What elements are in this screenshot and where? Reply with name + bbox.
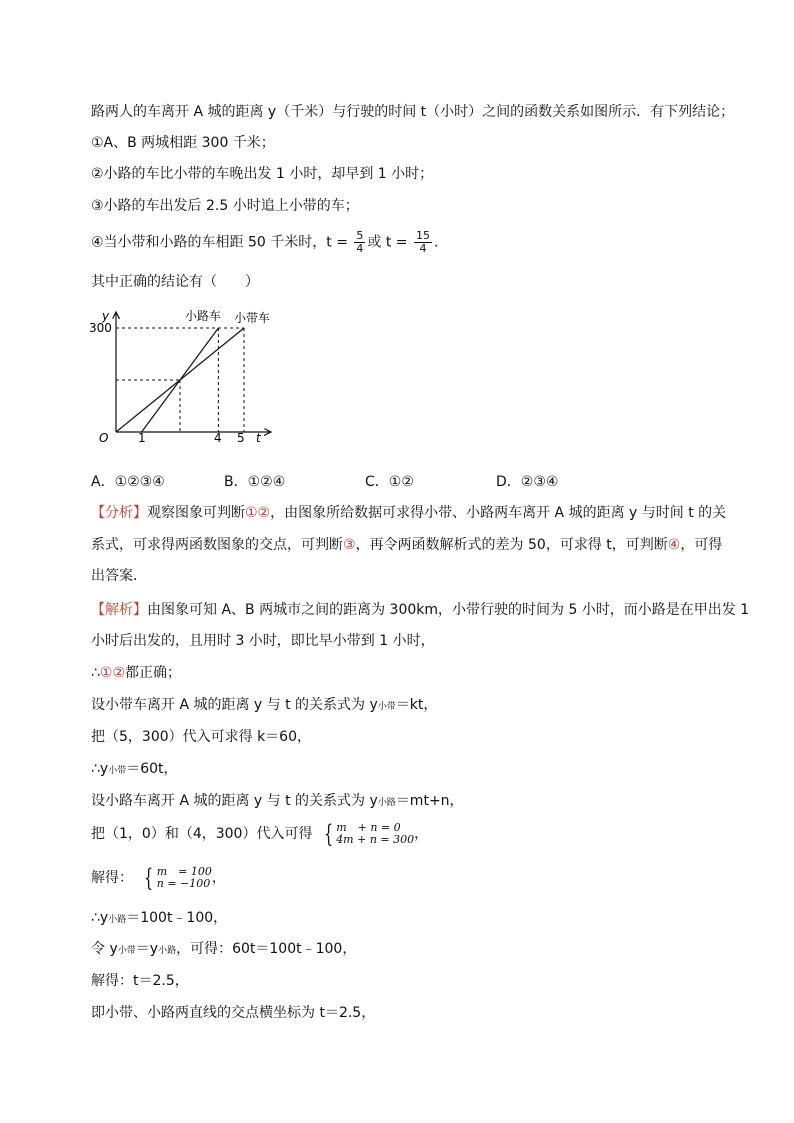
- solution-text: ，可得：60t＝100t﹣100，: [176, 941, 357, 957]
- solution-text: ＝60t，: [126, 761, 178, 777]
- solution-line-11: [91, 939, 356, 961]
- solution-text: ，: [414, 826, 429, 842]
- analysis-text: ，由图象所给数据可求得小带、小路两车离开 A 城的距离 y 与时间 t 的关: [270, 505, 727, 521]
- analysis-line-3: 出答案．: [91, 568, 147, 584]
- x-tick-5: 5: [237, 431, 245, 445]
- solution-line-9: [91, 866, 226, 890]
- statement-2: ②小路的车比小带的车晚出发 1 小时，却早到 1 小时；: [91, 166, 434, 182]
- solution-line-6: [91, 759, 178, 781]
- subscript: 小路: [108, 915, 127, 925]
- solution-system: [141, 866, 211, 890]
- y-tick-300: 300: [89, 321, 112, 335]
- option-a[interactable]: A．①②③④: [91, 474, 165, 490]
- analysis-text: ，可得: [680, 537, 723, 553]
- fraction-numerator: 15: [415, 229, 430, 242]
- solution-line-3: [91, 663, 181, 683]
- fraction-denominator: 4: [419, 242, 427, 255]
- equation-row: m = 100: [156, 865, 212, 878]
- function-graph: [85, 302, 285, 452]
- statement-4: [91, 230, 438, 255]
- analysis-ref: ④: [667, 537, 681, 553]
- solution-line-13: 即小带、小路两直线的交点横坐标为 t＝2.5，: [91, 1005, 376, 1021]
- solution-line-2: 小时后出发的，且用时 3 小时，即比早小带到 1 小时，: [91, 633, 435, 649]
- subscript: 小带: [108, 766, 127, 776]
- subscript: 小带: [377, 702, 396, 712]
- analysis-ref: ③: [343, 537, 356, 553]
- statement-1: ①A、B 两城相距 300 千米；: [91, 135, 275, 151]
- solution-line-12: 解得：t＝2.5，: [91, 973, 189, 989]
- fraction-5-4: [354, 230, 365, 255]
- fraction-numerator: 5: [356, 229, 364, 242]
- solution-line-8: [91, 822, 428, 846]
- analysis-text: ，再令两函数解析式的差为 50，可求得 t，可判断: [355, 537, 668, 553]
- solution-text: 解得：: [91, 870, 133, 886]
- statement-4-text: ④当小带和小路的车相距 50 千米时，t =: [91, 234, 348, 251]
- solution-line-4: [91, 695, 437, 717]
- analysis-line-1: [91, 503, 726, 523]
- question-prompt: 其中正确的结论有（ ）: [91, 274, 259, 290]
- solution-text: ∴y: [91, 761, 109, 777]
- analysis-text: 系式，可求得两函数图象的交点，可判断: [91, 537, 343, 553]
- solution-text: ，: [211, 870, 226, 886]
- analysis-tag: 【分析】: [91, 505, 147, 521]
- subscript: 小路: [158, 946, 177, 956]
- statement-4-end: .: [433, 234, 439, 251]
- subscript: 小路: [377, 798, 396, 808]
- solution-text: ＝100t﹣100，: [126, 910, 228, 926]
- xiaolu-car-label: 小路车: [185, 309, 222, 323]
- solution-line-7: [91, 791, 464, 813]
- option-c[interactable]: C．①②: [365, 474, 414, 490]
- therefore-symbol: ∴: [91, 665, 100, 681]
- fraction-denominator: 4: [356, 242, 364, 255]
- solution-tag: 【解析】: [91, 602, 147, 618]
- solution-text: ＝mt+n，: [395, 793, 464, 809]
- xiaodai-car-label: 小带车: [234, 311, 271, 325]
- solution-line-1: [91, 600, 749, 620]
- y-axis-label: y: [102, 309, 110, 323]
- equation-row: n = −100: [156, 877, 211, 890]
- solution-text: 设小路车离开 A 城的距离 y 与 t 的关系式为 y: [91, 793, 378, 809]
- fraction-15-4: [414, 230, 432, 255]
- analysis-ref: ①②: [245, 505, 271, 521]
- problem-intro: 路两人的车离开 A 城的距离 y（千米）与行驶的时间 t（小时）之间的函数关系如图所示．有下列结论；: [91, 104, 735, 120]
- solution-text: ＝kt，: [395, 697, 438, 713]
- subscript: 小带: [117, 946, 136, 956]
- solution-line-5: 把（5，300）代入可求得 k＝60，: [91, 729, 312, 745]
- solution-text: ＝y: [135, 941, 159, 957]
- equation-row: m + n = 0: [336, 821, 401, 834]
- option-d[interactable]: D．②③④: [496, 474, 559, 490]
- statement-3: ③小路的车出发后 2.5 小时追上小带的车；: [91, 198, 359, 214]
- solution-line-10: [91, 908, 227, 930]
- analysis-text: 观察图象可判断: [147, 505, 245, 521]
- origin-label: O: [99, 431, 109, 445]
- equation-system: [321, 822, 414, 846]
- x-tick-1: 1: [138, 431, 146, 445]
- solution-text: 都正确；: [125, 665, 182, 681]
- option-b[interactable]: B．①②④: [224, 474, 286, 490]
- x-tick-4: 4: [214, 431, 222, 445]
- solution-text: 由图象可知 A、B 两城市之间的距离为 300km，小带行驶的时间为 5 小时，而小路是在甲出发 1: [147, 602, 750, 618]
- solution-text: ∴y: [91, 910, 109, 926]
- equation-row: 4m + n = 300: [336, 833, 415, 846]
- brace-symbol: {: [323, 820, 334, 848]
- solution-text: 把（1，0）和（4，300）代入可得: [91, 826, 313, 842]
- x-axis-label: t: [256, 431, 261, 445]
- analysis-line-2: [91, 535, 722, 555]
- solution-ref: ①②: [99, 665, 126, 681]
- solution-text: 设小带车离开 A 城的距离 y 与 t 的关系式为 y: [91, 697, 378, 713]
- brace-symbol: {: [144, 864, 154, 892]
- statement-4-or: 或 t =: [367, 234, 408, 251]
- solution-text: 令 y: [91, 941, 118, 957]
